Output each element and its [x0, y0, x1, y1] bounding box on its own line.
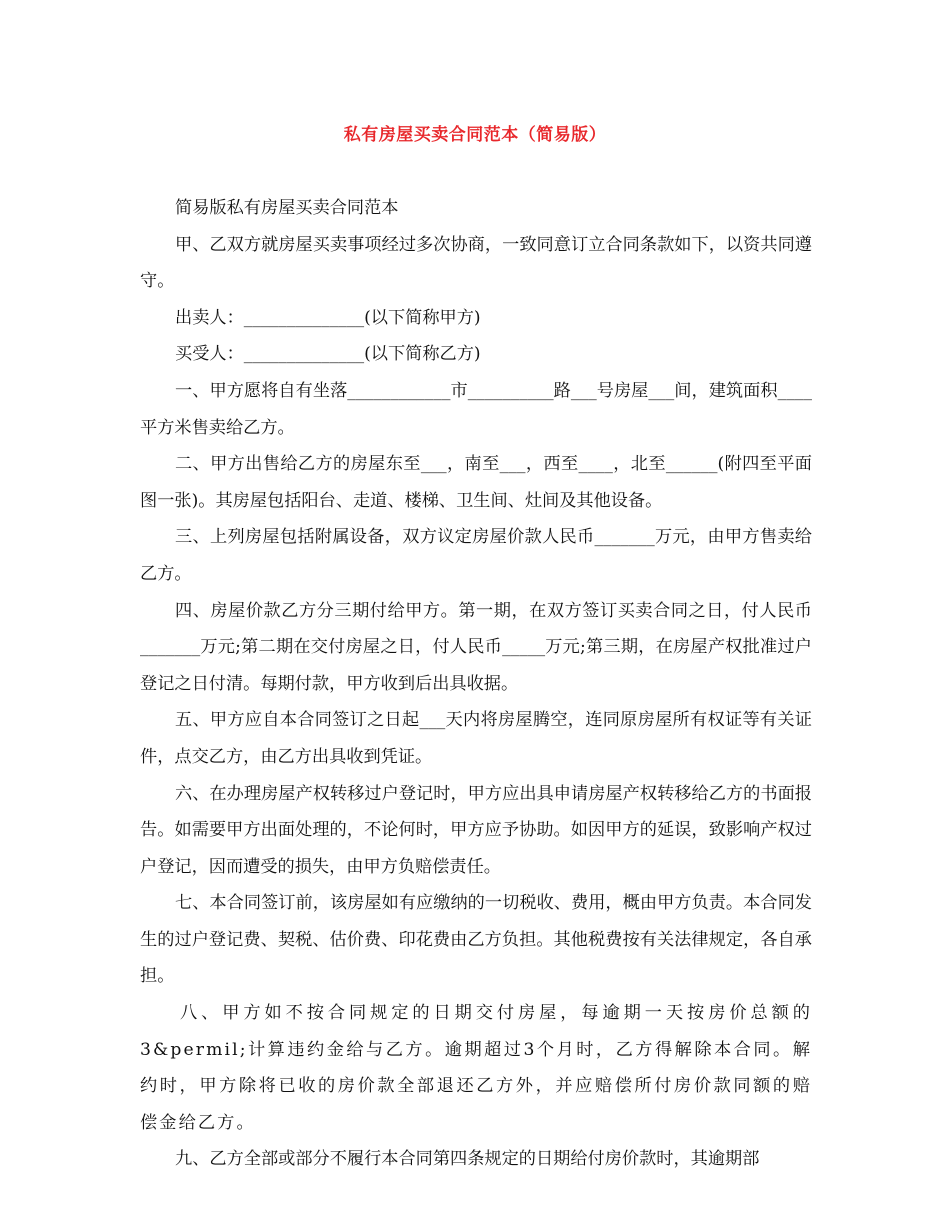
paragraph-clause-6: 六、在办理房屋产权转移过户登记时，甲方应出具申请房屋产权转移给乙方的书面报告。如需要甲方出面处理的，不论何时，甲方应予协助。如因甲方的延误，致影响产权过户登记，因而遭受的损失，由甲方负赔偿责任。: [140, 783, 812, 877]
paragraph-buyer: 买受人：______________(以下简称乙方): [175, 344, 481, 365]
paragraph-subtitle: 简易版私有房屋买卖合同范本: [175, 198, 399, 218]
document-body: [140, 190, 812, 1178]
paragraph-clause-3: 三、上列房屋包括附属设备，双方议定房屋价款人民币_______万元，由甲方售卖给乙方。: [140, 527, 812, 584]
paragraph-clause-4: 四、房屋价款乙方分三期付给甲方。第一期，在双方签订买卖合同之日，付人民币_______万元;第二期在交付房屋之日，付人民币_____万元;第三期，在房屋产权批准过户登记之日付清。每期付款，甲方收到后出具收据。: [140, 600, 812, 694]
paragraph-clause-1: 一、甲方愿将自有坐落____________市__________路___号房屋___间，建筑面积____平方米售卖给乙方。: [140, 380, 812, 438]
paragraph-clause-7: 七、本合同签订前，该房屋如有应缴纳的一切税收、费用，概由甲方负责。本合同发生的过户登记费、契税、估价费、印花费由乙方负担。其他税费按有关法律规定，各自承担。: [140, 893, 812, 987]
document-title: 私有房屋买卖合同范本（简易版）: [343, 125, 607, 145]
paragraph-preamble: 甲、乙双方就房屋买卖事项经过多次协商，一致同意订立合同条款如下，以资共同遵守。: [140, 234, 812, 292]
paragraph-clause-2: 二、甲方出售给乙方的房屋东至___，南至___，西至____，北至______(附四至平面图一张)。其房屋包括阳台、走道、楼梯、卫生间、灶间及其他设备。: [140, 454, 812, 511]
paragraph-clause-9: 九、乙方全部或部分不履行本合同第四条规定的日期给付房价款时，其逾期部: [175, 1149, 760, 1170]
paragraph-clause-8: 八、甲方如不按合同规定的日期交付房屋，每逾期一天按房价总额的3&permil;计算违约金给与乙方。逾期超过3个月时，乙方得解除本合同。解约时，甲方除将已收的房价款全部退还乙方外，并应赔偿所付房价款同额的赔偿金给乙方。: [140, 1003, 812, 1133]
paragraph-seller: 出卖人：______________(以下简称甲方): [175, 307, 481, 328]
paragraph-clause-5: 五、甲方应自本合同签订之日起___天内将房屋腾空，连同原房屋所有权证等有关证件，点交乙方，由乙方出具收到凭证。: [140, 710, 812, 767]
